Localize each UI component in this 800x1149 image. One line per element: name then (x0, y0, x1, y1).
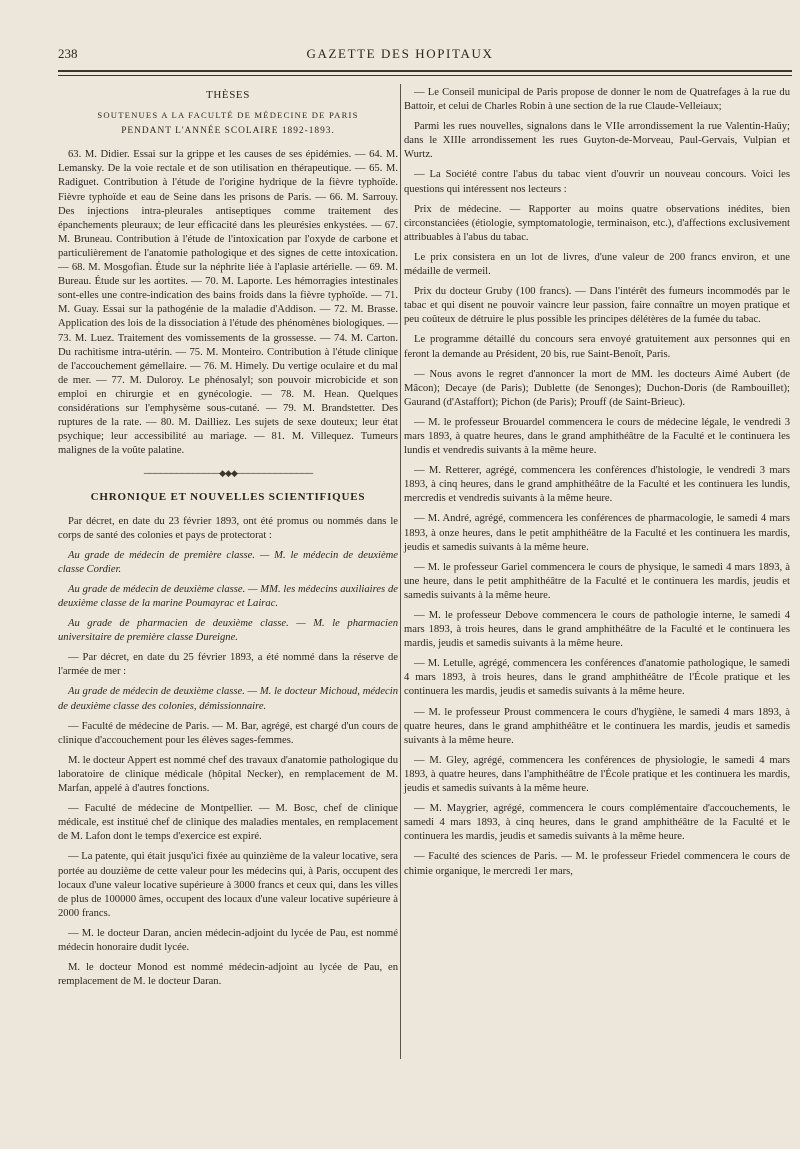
paragraph: Par décret, en date du 23 février 1893, ont été promus ou nommés dans le corps de santé des colonies et pays de protectorat : (58, 515, 398, 541)
column-divider (400, 84, 401, 1059)
paragraph: Le prix consistera en un lot de livres, d'une valeur de 200 francs environ, et une médaille de vermeil. (404, 251, 790, 278)
paragraph: — Faculté de médecine de Montpellier. — M. Bosc, chef de clinique médicale, est institué chef de clinique des maladies mentales, en remplacement de M. Lafon dont le temps d'exercice est expiré. (58, 803, 398, 843)
paragraph: — La Société contre l'abus du tabac vient d'ouvrir un nouveau concours. Voici les questions qui intéressent nos lecteurs : (404, 169, 790, 195)
paragraph: Le programme détaillé du concours sera envoyé gratuitement aux personnes qui en feront la demande au Président, 20 bis, rue Saint-Benoît, Paris. (404, 334, 790, 360)
header-rule-thin (58, 75, 792, 76)
chronique-title: CHRONIQUE ET NOUVELLES SCIENTIFIQUES (90, 491, 366, 504)
paragraph: — Faculté de médecine de Paris. — M. Bar, agrégé, est chargé d'un cours de clinique d'accouchement pour les élèves sages-femmes. (58, 720, 398, 746)
journal-title: GAZETTE DES HOPITAUX (306, 46, 494, 61)
paragraph: — M. le professeur Proust commencera le cours d'hygiène, le samedi 4 mars 1893, à quatre heures, dans le grand amphithéâtre et le continuera les mardis, jeudis et samedis suivants à la même heure. (404, 706, 790, 746)
theses-list: 63. M. Didier. Essai sur la grippe et les causes de ses épidémies. — 64. M. Lemansky. De la voie rectale et de son utilisation en thérapeutique. — 65. M. Radiguet. Contribution à l'étude de l'origine hydrique de la fièvre typhoïde. Fièvre typhoïde et eau de Seine dans les prisons de Paris. — 66. M. Sarrouy. Des injections intra-pleurales antiseptiques comme traitement des épanchements pleuraux; de leur efficacité dans les pleurésies enkystées. — 67. M. Bruneau. Contribution à l'étude de l'intoxication par l'oxyde de carbone et particulièrement de l'anatomie pathologique et des signes de cette intoxication. — 68. M. Mosgofian. Étude sur la néphrite liée à l'aplasie artérielle. — 69. M. Bureau. Étude sur les aortites. — 70. M. Laporte. Les hémorragies intestinales sont-elles une contre-indication des bains froids dans la fièvre typhoïde. — 71. M. Guay. Essai sur la pathogénie de la maladie d'Addison. — 72. M. Brasse. Application des lois de la dissociation à l'étude des phénomènes biologiques. — 73. M. Luez. Traitement des vomissements de la grossesse. — 74. M. Carton. Du rachitisme intra-utérin. — 75. M. Monteiro. Contribution à l'étude clinique de l'accouchement gémellaire. — 76. M. Himely. Du vertige oculaire et du mal de mer. — 77. M. Duloroy. Le phénosalyl; son pouvoir microbicide et son emploi en chirurgie et en gynécologie. — 78. M. Hean. Quelques considérations sur l'emphysème sous-cutané. — 79. M. Brandstetter. Des ruptures de la rate. — 80. M. Dailliez. Les sujets de sexe douteux; leur état psychique; leur accessibilité au mariage. — 81. M. Villequez. Tumeurs malignes de la voûte palatine. (58, 149, 398, 457)
theses-subtitle: SOUTENUES A LA FACULTÉ DE MÉDECINE DE PARIS (97, 110, 359, 121)
paragraph: M. le docteur Monod est nommé médecin-adjoint au lycée de Pau, en remplacement de M. le docteur Daran. (58, 962, 398, 988)
paragraph: — M. Letulle, agrégé, commencera les conférences d'anatomie pathologique, le samedi 4 mars 1893, à trois heures, dans le grand amphithéâtre de l'École pratique et les continuera les mardis, jeudis et samedis suivants à la même heure. (404, 658, 790, 698)
paragraph: Prix du docteur Gruby (100 francs). — Dans l'intérêt des fumeurs incommodés par le tabac et qui disent ne pouvoir vaincre leur passion, faire connaître un moyen pratique et peu coûteux de détruire le plus possible les principes délétères de la fumée du tabac. (404, 286, 790, 326)
paragraph: Au grade de médecin de deuxième classe. — MM. les médecins auxiliaires de deuxième classe de la marine Poumayrac et Lairac. (58, 583, 398, 609)
page-number: 238 (58, 46, 78, 61)
theses-title: THÈSES (206, 89, 250, 101)
paragraph: — Faculté des sciences de Paris. — M. le professeur Friedel commencera le cours de chimie organique, le mercredi 1er mars, (404, 851, 790, 877)
paragraph: — M. le professeur Brouardel commencera le cours de médecine légale, le vendredi 3 mars 1893, à quatre heures, dans le grand amphithéâtre de la Faculté et le continuera les lundis et vendredis suivants à la même heure. (404, 416, 790, 457)
paragraph: — Nous avons le regret d'annoncer la mort de MM. les docteurs Aimé Aubert (de Mâcon); Decaye (de Paris); Dublette (de Senonges); Duchon-Doris (de Rambouillet); Gaurand (d'Astaffort); Pichon (de Paris); Prouff (de Saint-Brieuc). (404, 368, 790, 408)
paragraph: Au grade de pharmacien de deuxième classe. — M. le pharmacien universitaire de première classe Dureigne. (58, 618, 398, 644)
paragraph: — Par décret, en date du 25 février 1893, a été nommé dans la réserve de l'armée de mer : (58, 652, 398, 678)
paragraph: Au grade de médecin de deuxième classe. — M. le docteur Michoud, médecin de deuxième classe des colonies, démissionnaire. (58, 686, 398, 712)
header-rule (58, 70, 792, 72)
paragraph: — La patente, qui était jusqu'ici fixée au quinzième de la valeur locative, sera portée au douzième de cette valeur pour les médecins qui, à Paris, occupent des locaux d'une valeur locative supérieure à 3000 francs et ceux qui, dans les villes de plus de 100000 âmes, occupent des locaux d'une valeur locative supérieure à 2000 francs. (58, 851, 398, 919)
paragraph: — M. le professeur Debove commencera le cours de pathologie interne, le samedi 4 mars 1893, à trois heures, dans le grand amphithéâtre de la Faculté et le continuera les mardis, jeudis et samedis suivants à la même heure. (404, 610, 790, 650)
paragraph: — M. le professeur Gariel commencera le cours de physique, le samedi 4 mars 1893, à une heure, dans le petit amphithéâtre de la Faculté et le continuera les mardis, jeudis et samedis suivants à la même heure. (404, 561, 790, 601)
paragraph: — M. le docteur Daran, ancien médecin-adjoint du lycée de Pau, est nommé médecin honoraire dudit lycée. (58, 927, 398, 953)
paragraph: Prix de médecine. — Rapporter au moins quatre observations inédites, bien circonstanciées (étiologie, symptomatologie, terminaison, etc.), d'affections exclusivement attribuables à l'abus du tabac. (404, 203, 790, 243)
paragraph: — M. Maygrier, agrégé, commencera le cours complémentaire d'accouchements, le samedi 4 mars 1893, à cinq heures, dans le grand amphithéâtre de la Faculté et le continuera les mardis, jeudis et samedis suivants à la même heure. (404, 803, 790, 843)
theses-year: PENDANT L'ANNÉE SCOLAIRE 1892-1893. (121, 126, 335, 137)
paragraph: — M. André, agrégé, commencera les conférences de pharmacologie, le samedi 4 mars 1893, à onze heures, dans le petit amphithéâtre de la Faculté et les continuera les mardis, jeudis et samedis suivants à la même heure. (404, 513, 790, 553)
paragraph: M. le docteur Appert est nommé chef des travaux d'anatomie pathologique du laboratoire de clinique médicale (hôpital Necker), en remplacement de M. Marfan, appelé à d'autres fonctions. (58, 754, 398, 795)
paragraph: — M. Gley, agrégé, commencera les conférences de physiologie, le samedi 4 mars 1893, à quatre heures, dans l'amphithéâtre de l'École pratique et les continuera les mardis, jeudis et samedis suivants à la même heure. (404, 754, 790, 795)
left-column (58, 86, 398, 995)
right-column (404, 86, 790, 885)
paragraph: — M. Retterer, agrégé, commencera les conférences d'histologie, le vendredi 3 mars 1893, à cinq heures, dans le grand amphithéâtre de la Faculté et les continuera les lundis, mercredis et vendredis suivants à la même heure. (404, 465, 790, 505)
paragraph: Au grade de médecin de première classe. — M. le médecin de deuxième classe Cordier. (58, 549, 398, 575)
paragraph: Parmi les rues nouvelles, signalons dans le VIIe arrondissement la rue Valentin-Haüy; dans le XIIIe arrondissement les rues Guyton-de-Morveau, Paul-Gervais, Vulpian et Wurtz. (404, 121, 790, 161)
ornament-divider: ──────────────◆◆◆────────────── (143, 468, 313, 479)
paragraph: — Le Conseil municipal de Paris propose de donner le nom de Quatrefages à la rue du Battoir, et celui de Charles Robin à une section de la rue Claude-Velleiaux; (404, 87, 790, 113)
